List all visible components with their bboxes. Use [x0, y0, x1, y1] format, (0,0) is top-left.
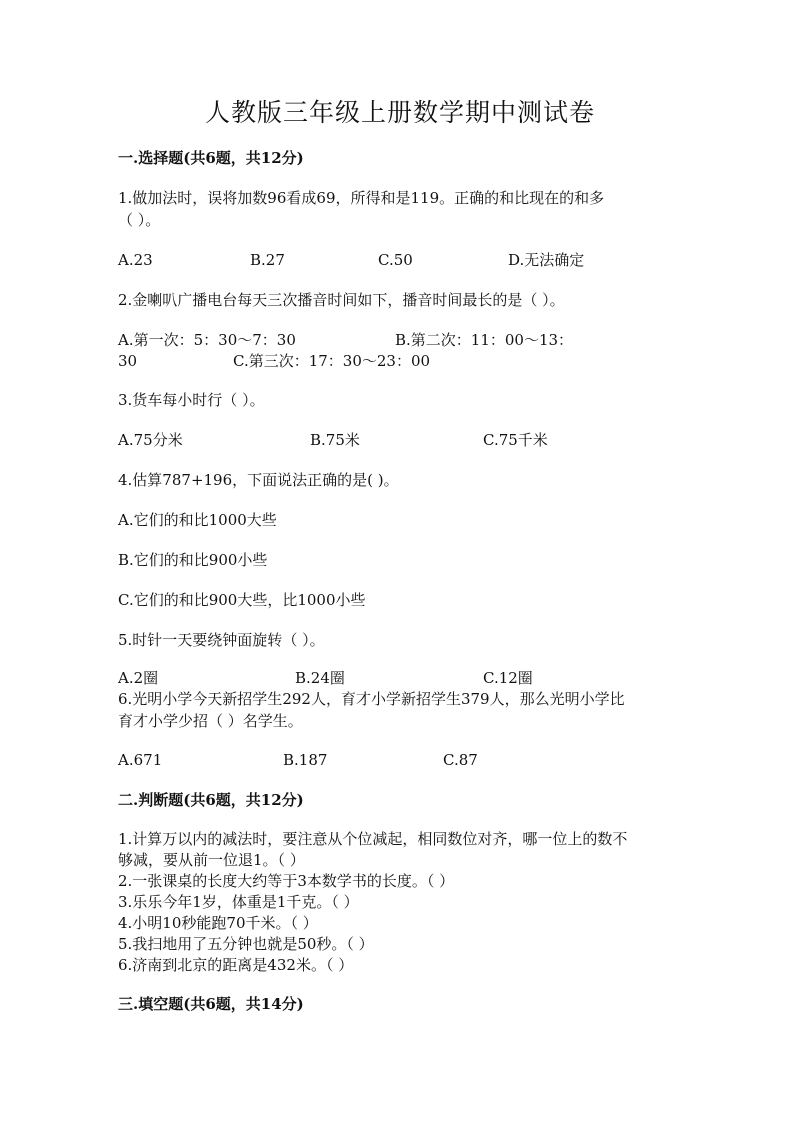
question-1-text-cont: （ ）。	[118, 211, 161, 229]
question-3-option-c: C.75千米	[483, 431, 548, 449]
judge-item-5: 5.我扫地用了五分钟也就是50秒。（ ）	[118, 935, 374, 953]
question-2-option-c: C.第三次：17：30～23：00	[233, 352, 431, 370]
question-4-option-a: A.它们的和比1000大些	[118, 511, 277, 529]
question-5-text: 5.时针一天要绕钟面旋转（ ）。	[118, 631, 325, 649]
judge-item-2: 2.一张课桌的长度大约等于3本数学书的长度。（ ）	[118, 872, 455, 890]
question-6-text-cont: 育才小学少招（ ）名学生。	[118, 712, 303, 730]
judge-item-4: 4.小明10秒能跑70千米。（ ）	[118, 914, 318, 932]
question-1-text: 1.做加法时，误将加数96看成69，所得和是119。正确的和比现在的和多	[118, 189, 605, 207]
question-4-option-c: C.它们的和比900大些，比1000小些	[118, 591, 366, 609]
judge-item-3: 3.乐乐今年1岁，体重是1千克。（ ）	[118, 893, 359, 911]
question-4-option-b: B.它们的和比900小些	[118, 551, 268, 569]
question-5-option-a: A.2圈	[118, 669, 159, 687]
question-4-text: 4.估算787+196，下面说法正确的是( )。	[118, 471, 399, 489]
section-heading-fill: 三.填空题(共6题，共14分)	[118, 995, 304, 1013]
question-3-text: 3.货车每小时行（ ）。	[118, 391, 265, 409]
question-2-option-b-cont: 30	[118, 352, 138, 370]
question-6-option-c: C.87	[443, 751, 478, 769]
question-1-option-c: C.50	[378, 251, 413, 269]
judge-item-6: 6.济南到北京的距离是432米。（ ）	[118, 956, 354, 974]
question-2-option-a: A.第一次：5：30～7：30	[118, 331, 296, 349]
page-title: 人教版三年级上册数学期中测试卷	[204, 98, 595, 127]
question-2-text: 2.金喇叭广播电台每天三次播音时间如下，播音时间最长的是（ ）。	[118, 291, 565, 309]
question-6-option-a: A.671	[118, 751, 163, 769]
section-heading-choice: 一.选择题(共6题，共12分)	[118, 149, 304, 167]
question-5-option-b: B.24圈	[295, 669, 345, 687]
question-6-text: 6.光明小学今天新招学生292人，育才小学新招学生379人，那么光明小学比	[118, 690, 625, 708]
judge-item-1-cont: 够减，要从前一位退1。（ ）	[118, 851, 305, 869]
question-1-option-b: B.27	[250, 251, 285, 269]
question-3-option-a: A.75分米	[118, 431, 183, 449]
question-2-option-b: B.第二次：11：00～13：	[395, 331, 574, 349]
judge-item-1: 1.计算万以内的减法时，要注意从个位减起，相同数位对齐，哪一位上的数不	[118, 830, 628, 848]
question-1-option-a: A.23	[118, 251, 153, 269]
section-heading-judge: 二.判断题(共6题，共12分)	[118, 791, 304, 809]
question-1-option-d: D.无法确定	[508, 251, 585, 269]
question-5-option-c: C.12圈	[483, 669, 533, 687]
question-6-option-b: B.187	[283, 751, 328, 769]
question-3-option-b: B.75米	[310, 431, 360, 449]
